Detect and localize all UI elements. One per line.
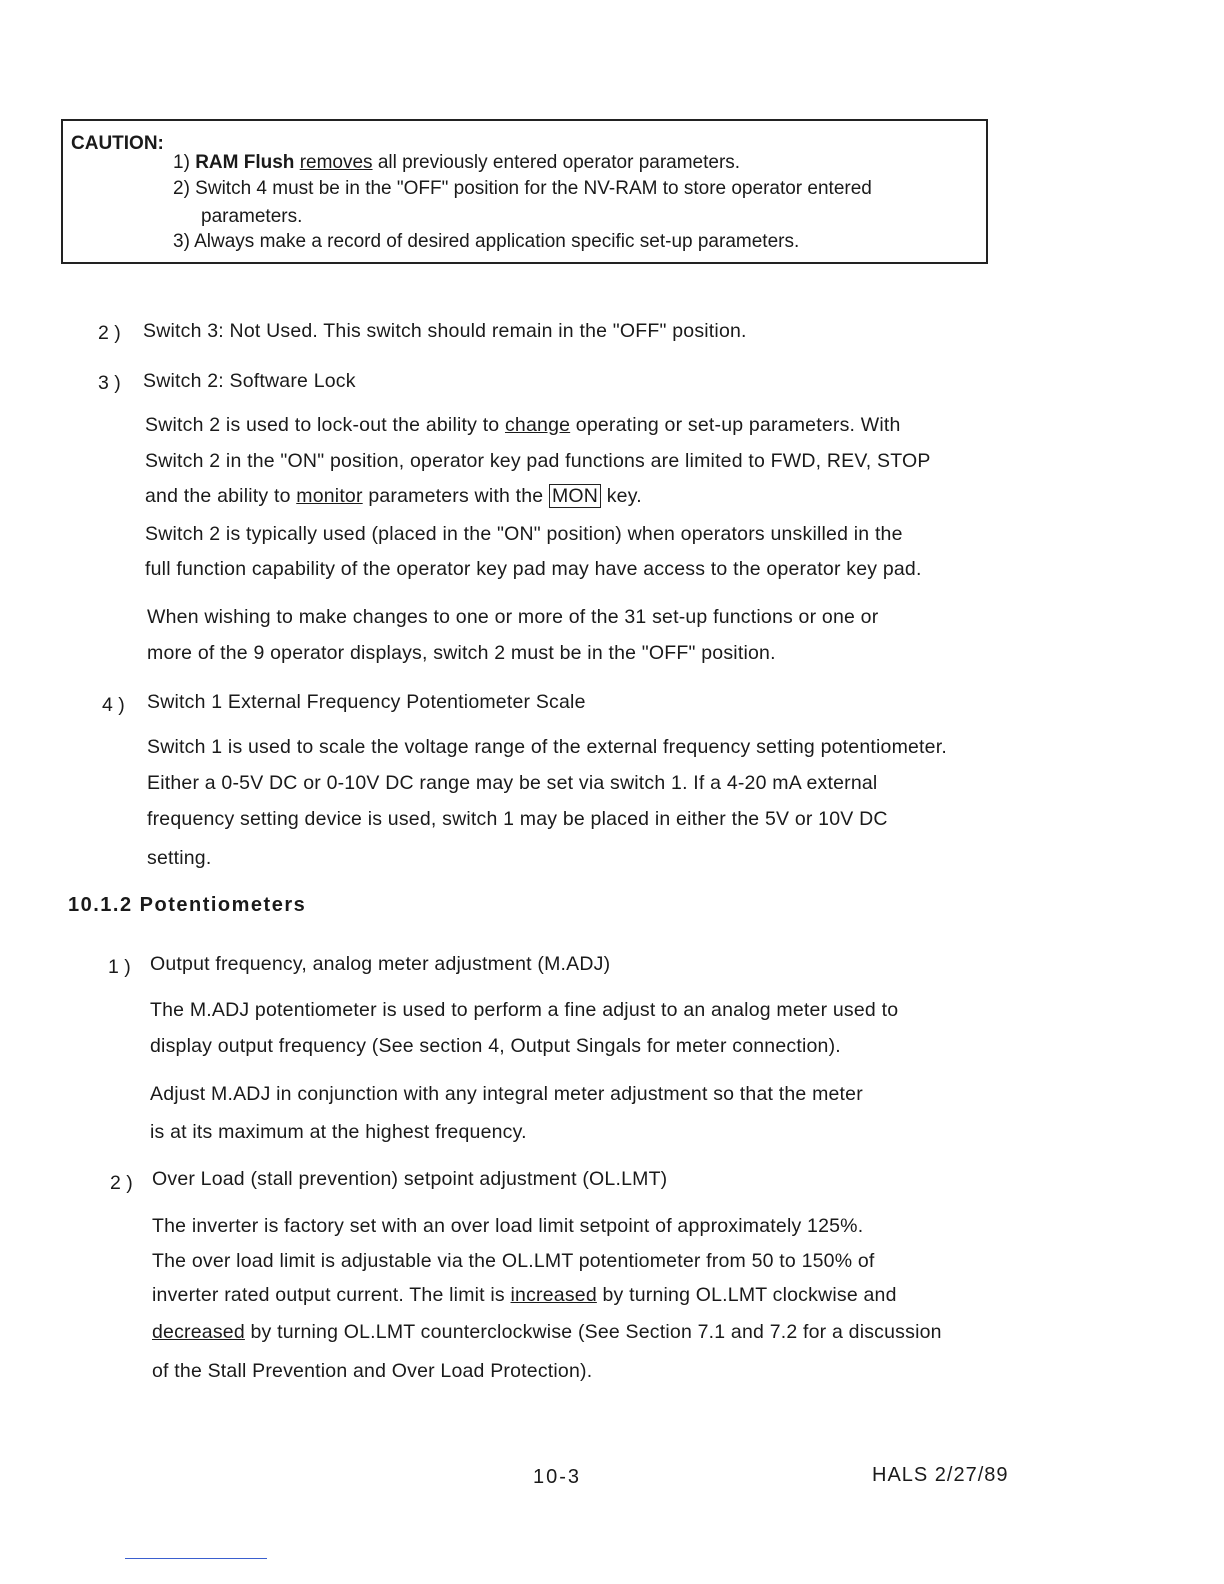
switch2-para1-line2: Switch 2 in the "ON" position, operator key pad functions are limited to FWD, REV, STOP	[145, 450, 931, 472]
caution-item-2: 2) Switch 4 must be in the "OFF" position for the NV-RAM to store operator entered	[173, 178, 872, 199]
switch1-title: Switch 1 External Frequency Potentiometer Scale	[147, 691, 586, 713]
document-reference: HALS 2/27/89	[872, 1464, 1009, 1486]
switch2-para2-line2: full function capability of the operator key pad may have access to the operator key pad.	[145, 558, 922, 580]
switch1-line1: Switch 1 is used to scale the voltage range of the external frequency setting potentiometer.	[147, 736, 947, 758]
switch2-para1-line3: and the ability to monitor parameters with the MON key.	[145, 485, 642, 507]
caution-box	[61, 119, 988, 264]
switch1-line4: setting.	[147, 847, 212, 869]
madj-para2-line1: Adjust M.ADJ in conjunction with any integral meter adjustment so that the meter	[150, 1083, 863, 1105]
ollmt-line5: of the Stall Prevention and Over Load Protection).	[152, 1360, 593, 1382]
section-heading: 10.1.2 Potentiometers	[68, 894, 307, 916]
switch2-para3-line1: When wishing to make changes to one or more of the 31 set-up functions or one or	[147, 606, 879, 628]
switch2-title: Switch 2: Software Lock	[143, 370, 356, 392]
switch2-para1-line1: Switch 2 is used to lock-out the ability to change operating or set-up parameters. With	[145, 414, 901, 436]
switch3-text: Switch 3: Not Used. This switch should remain in the "OFF" position.	[143, 320, 747, 342]
caution-item-2-cont: parameters.	[201, 206, 303, 227]
madj-para1-line1: The M.ADJ potentiometer is used to perform a fine adjust to an analog meter used to	[150, 999, 899, 1021]
caution-item-3: 3) Always make a record of desired application specific set-up parameters.	[173, 231, 800, 252]
caution-item-1: 1) RAM Flush removes all previously entered operator parameters.	[173, 152, 741, 173]
ollmt-line3: inverter rated output current. The limit is increased by turning OL.LMT clockwise and	[152, 1284, 897, 1306]
item-number: 2 )	[110, 1172, 133, 1194]
bottom-rule	[125, 1558, 267, 1559]
ollmt-line1: The inverter is factory set with an over load limit setpoint of approximately 125%.	[152, 1215, 864, 1237]
item-number: 3 )	[98, 372, 121, 394]
switch2-para3-line2: more of the 9 operator displays, switch 2 must be in the "OFF" position.	[147, 642, 776, 664]
switch1-line3: frequency setting device is used, switch 1 may be placed in either the 5V or 10V DC	[147, 808, 888, 830]
ollmt-line2: The over load limit is adjustable via the OL.LMT potentiometer from 50 to 150% of	[152, 1250, 875, 1272]
item-number: 2 )	[98, 322, 121, 344]
caution-title: CAUTION:	[71, 133, 164, 154]
switch2-para2-line1: Switch 2 is typically used (placed in the "ON" position) when operators unskilled in the	[145, 523, 903, 545]
mon-key-label: MON	[549, 484, 601, 508]
item-number: 4 )	[102, 694, 125, 716]
madj-title: Output frequency, analog meter adjustment (M.ADJ)	[150, 953, 611, 975]
page-number: 10-3	[533, 1466, 582, 1488]
item-number: 1 )	[108, 956, 131, 978]
ram-flush-term: RAM Flush	[195, 152, 295, 173]
madj-para2-line2: is at its maximum at the highest frequency.	[150, 1121, 527, 1143]
ollmt-line4: decreased by turning OL.LMT counterclockwise (See Section 7.1 and 7.2 for a discussion	[152, 1321, 942, 1343]
switch1-line2: Either a 0-5V DC or 0-10V DC range may be set via switch 1. If a 4-20 mA external	[147, 772, 878, 794]
madj-para1-line2: display output frequency (See section 4, Output Singals for meter connection).	[150, 1035, 841, 1057]
ollmt-title: Over Load (stall prevention) setpoint adjustment (OL.LMT)	[152, 1168, 668, 1190]
